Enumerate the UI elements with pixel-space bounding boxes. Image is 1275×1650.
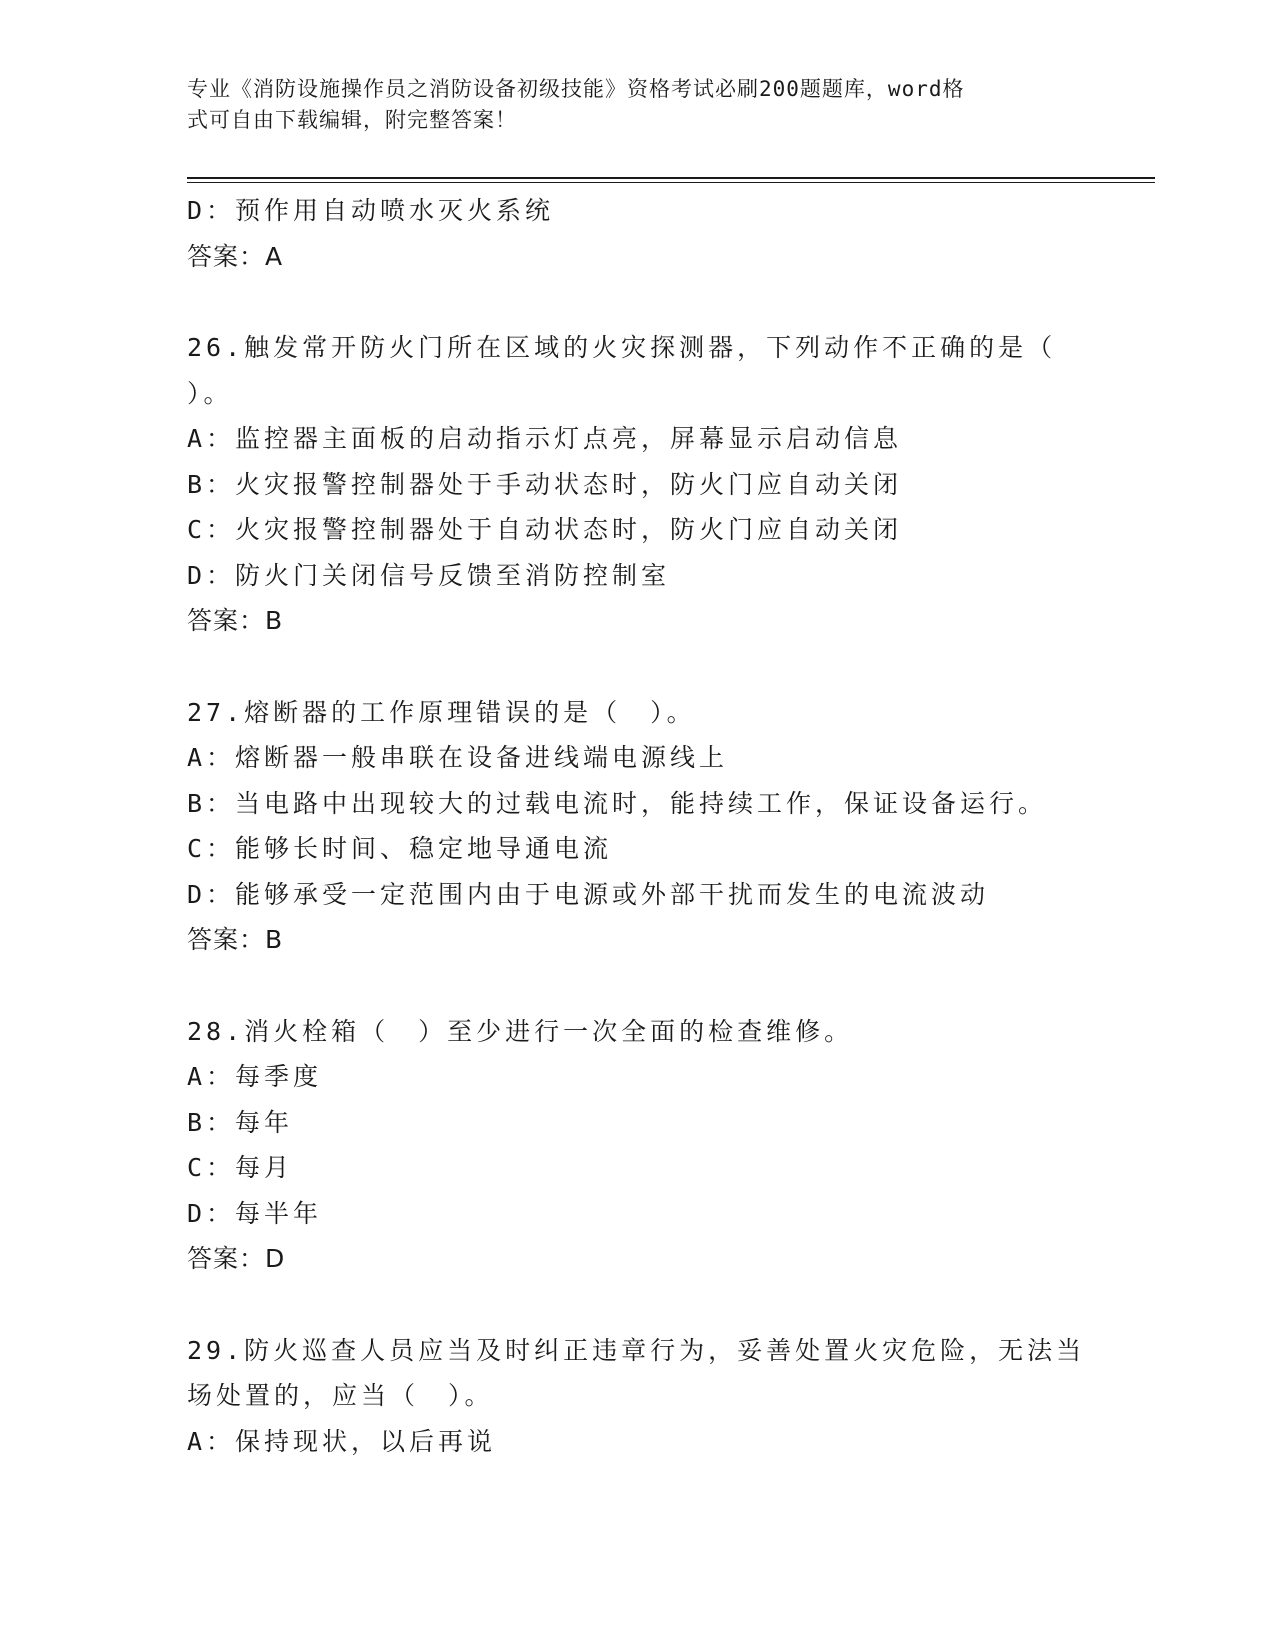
option-c: C：火灾报警控制器处于自动状态时，防火门应自动关闭 (187, 515, 903, 544)
question-26 (187, 325, 1087, 644)
document-header (187, 74, 1067, 136)
option-a: A：熔断器一般串联在设备进线端电源线上 (187, 743, 729, 772)
answer: 答案：D (187, 1244, 286, 1273)
question-27 (187, 690, 1087, 963)
answer: 答案：B (187, 606, 284, 635)
answer: 答案：B (187, 925, 284, 954)
question-stem: 27.熔断器的工作原理错误的是（ ）。 (187, 697, 696, 727)
question-29 (187, 1328, 1087, 1465)
option-b: B：当电路中出现较大的过载电流时，能持续工作，保证设备运行。 (187, 788, 1048, 818)
option-c: C：能够长时间、稳定地导通电流 (187, 834, 613, 863)
question-stem: 29.防火巡查人员应当及时纠正违章行为，妥善处置火灾危险，无法当 (187, 1335, 1086, 1365)
option-d: D：能够承受一定范围内由于电源或外部干扰而发生的电流波动 (187, 879, 990, 909)
question-stem-cont: ）。 (187, 378, 233, 408)
question-28 (187, 1009, 1087, 1282)
option-a: A：保持现状，以后再说 (187, 1426, 497, 1456)
option-b: B：火灾报警控制器处于手动状态时，防火门应自动关闭 (187, 469, 903, 499)
option-b: B：每年 (187, 1107, 294, 1137)
header-line-2: 式可自由下载编辑，附完整答案！ (187, 108, 517, 132)
question-stem: 28.消火栓箱（ ）至少进行一次全面的检查维修。 (187, 1016, 854, 1046)
option-a: A：每季度 (187, 1062, 323, 1091)
prev-answer: 答案：A (187, 241, 284, 271)
spacer (187, 963, 1087, 1009)
option-c: C：每月 (187, 1153, 294, 1182)
header-rule-thin (187, 182, 1155, 183)
question-stem: 26.触发常开防火门所在区域的火灾探测器，下列动作不正确的是（ (187, 333, 1057, 362)
header-rule-thick (187, 177, 1155, 179)
spacer (187, 1282, 1087, 1328)
spacer (187, 279, 1087, 325)
question-stem-cont: 场处置的，应当（ ）。 (187, 1381, 494, 1410)
option-d: D：每半年 (187, 1198, 323, 1228)
document-body (187, 188, 1087, 1464)
option-d: D：防火门关闭信号反馈至消防控制室 (187, 560, 671, 590)
spacer (187, 644, 1087, 690)
option-a: A：监控器主面板的启动指示灯点亮，屏幕显示启动信息 (187, 424, 903, 453)
prev-option-d: D：预作用自动喷水灭火系统 (187, 196, 555, 225)
header-line-1: 专业《消防设施操作员之消防设备初级技能》资格考试必刷200题题库，word格 (187, 77, 965, 101)
